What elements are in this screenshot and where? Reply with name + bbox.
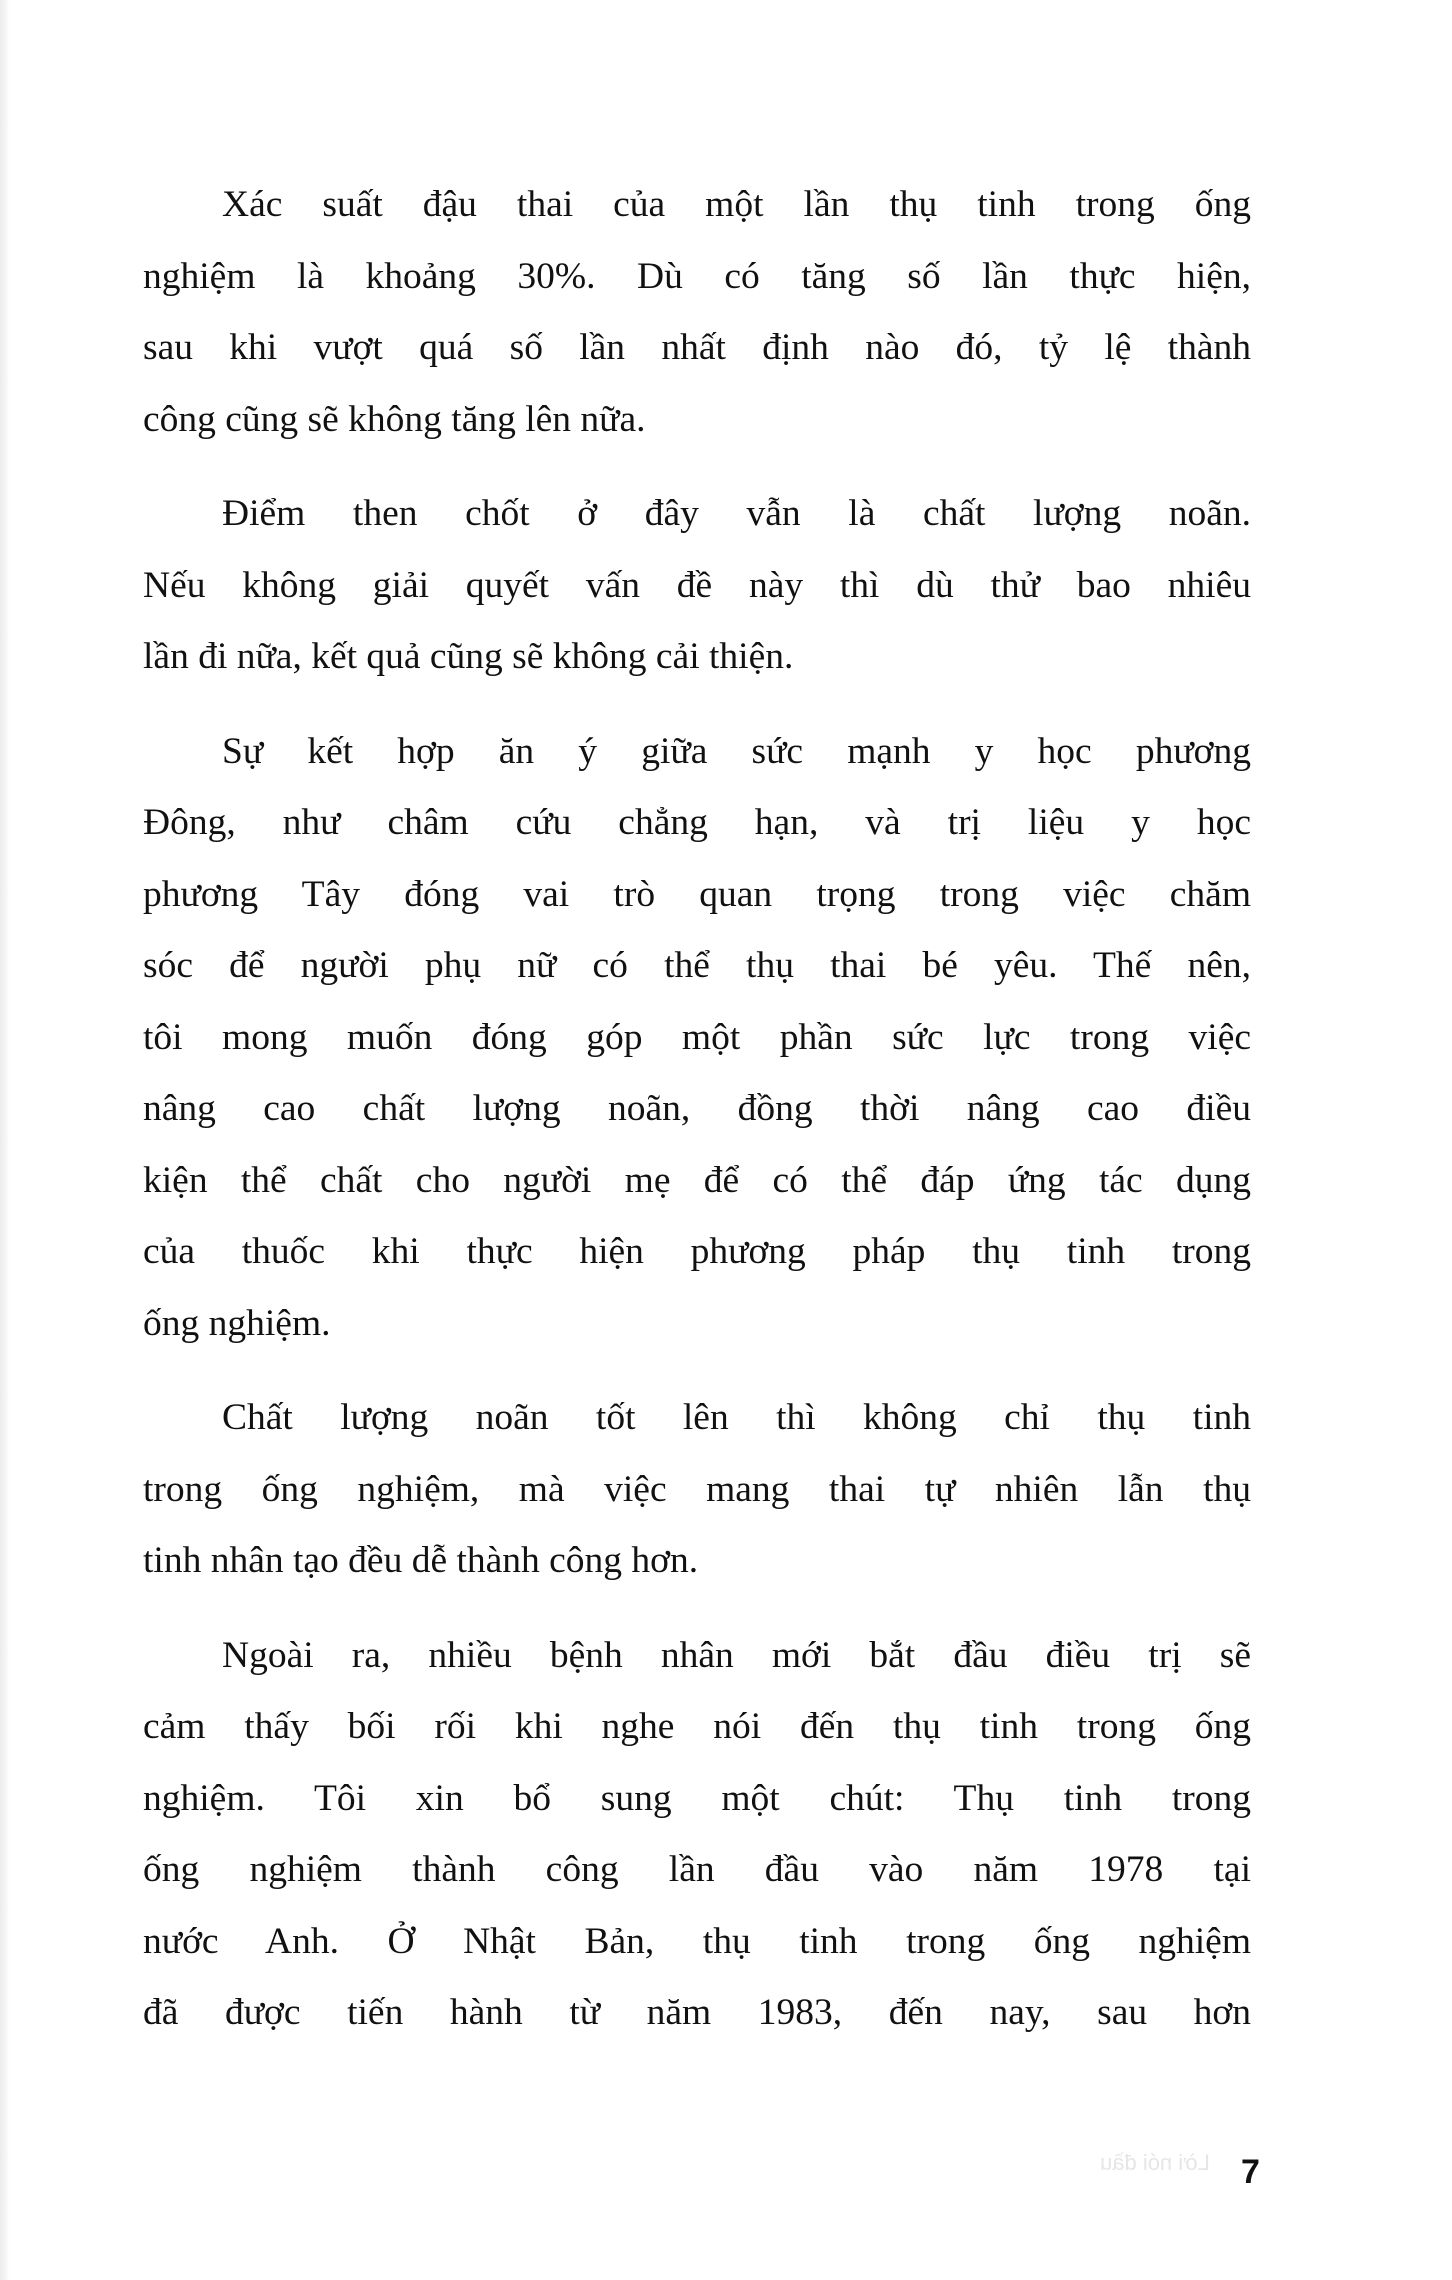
text-line: Chất lượng noãn tốt lên thì không chỉ thụ tinh xyxy=(222,1397,1251,1438)
text-line: công cũng sẽ không tăng lên nữa. xyxy=(143,398,646,440)
text-line: nghiệm. Tôi xin bổ sung một chút: Thụ tinh trong xyxy=(143,1777,1251,1819)
text-line: Sự kết hợp ăn ý giữa sức mạnh y học phương xyxy=(222,730,1251,772)
text-line: cảm thấy bối rối khi nghe nói đến thụ tinh trong ống xyxy=(143,1706,1251,1747)
paragraph-5 xyxy=(143,1620,1251,2049)
page-edge-shadow xyxy=(0,0,9,2280)
text-line: sau khi vượt quá số lần nhất định nào đó, tỷ lệ thành xyxy=(143,327,1251,368)
text-line: đã được tiến hành từ năm 1983, đến nay, sau hơn xyxy=(143,1992,1251,2033)
text-line: Nếu không giải quyết vấn đề này thì dù thử bao nhiêu xyxy=(143,564,1251,606)
text-line: trong ống nghiệm, mà việc mang thai tự nhiên lẫn thụ xyxy=(143,1468,1251,1510)
text-line: tôi mong muốn đóng góp một phần sức lực trong việc xyxy=(143,1016,1251,1058)
text-line: tinh nhân tạo đều dễ thành công hơn. xyxy=(143,1540,699,1581)
text-line: ống nghiệm thành công lần đầu vào năm 1978 tại xyxy=(143,1849,1251,1890)
page-number: 7 xyxy=(1241,2153,1260,2191)
text-line: Điểm then chốt ở đây vẫn là chất lượng noãn. xyxy=(222,493,1251,534)
text-line: nước Anh. Ở Nhật Bản, thụ tinh trong ống nghiệm xyxy=(143,1920,1251,1962)
running-footer-showthrough: Lời nói đầu xyxy=(1100,2150,1210,2175)
text-line: lần đi nữa, kết quả cũng sẽ không cải thiện. xyxy=(143,636,794,677)
paragraph-3 xyxy=(143,716,1251,1360)
page-body xyxy=(143,169,1251,2072)
paragraph-1 xyxy=(143,169,1251,455)
paragraph-4 xyxy=(143,1382,1251,1597)
text-line: phương Tây đóng vai trò quan trọng trong việc chăm xyxy=(143,873,1251,915)
text-line: ống nghiệm. xyxy=(143,1302,331,1344)
text-line: Đông, như châm cứu chẳng hạn, và trị liệu y học xyxy=(143,802,1251,843)
text-line: Ngoài ra, nhiều bệnh nhân mới bắt đầu điều trị sẽ xyxy=(222,1634,1251,1676)
text-line: nâng cao chất lượng noãn, đồng thời nâng cao điều xyxy=(143,1088,1251,1129)
text-line: sóc để người phụ nữ có thể thụ thai bé yêu. Thế nên, xyxy=(143,945,1251,986)
text-line: nghiệm là khoảng 30%. Dù có tăng số lần thực hiện, xyxy=(143,255,1251,297)
text-line: của thuốc khi thực hiện phương pháp thụ tinh trong xyxy=(143,1231,1251,1272)
text-line: Xác suất đậu thai của một lần thụ tinh trong ống xyxy=(222,184,1251,225)
text-line: kiện thể chất cho người mẹ để có thể đáp ứng tác dụng xyxy=(143,1159,1251,1201)
paragraph-2 xyxy=(143,478,1251,693)
